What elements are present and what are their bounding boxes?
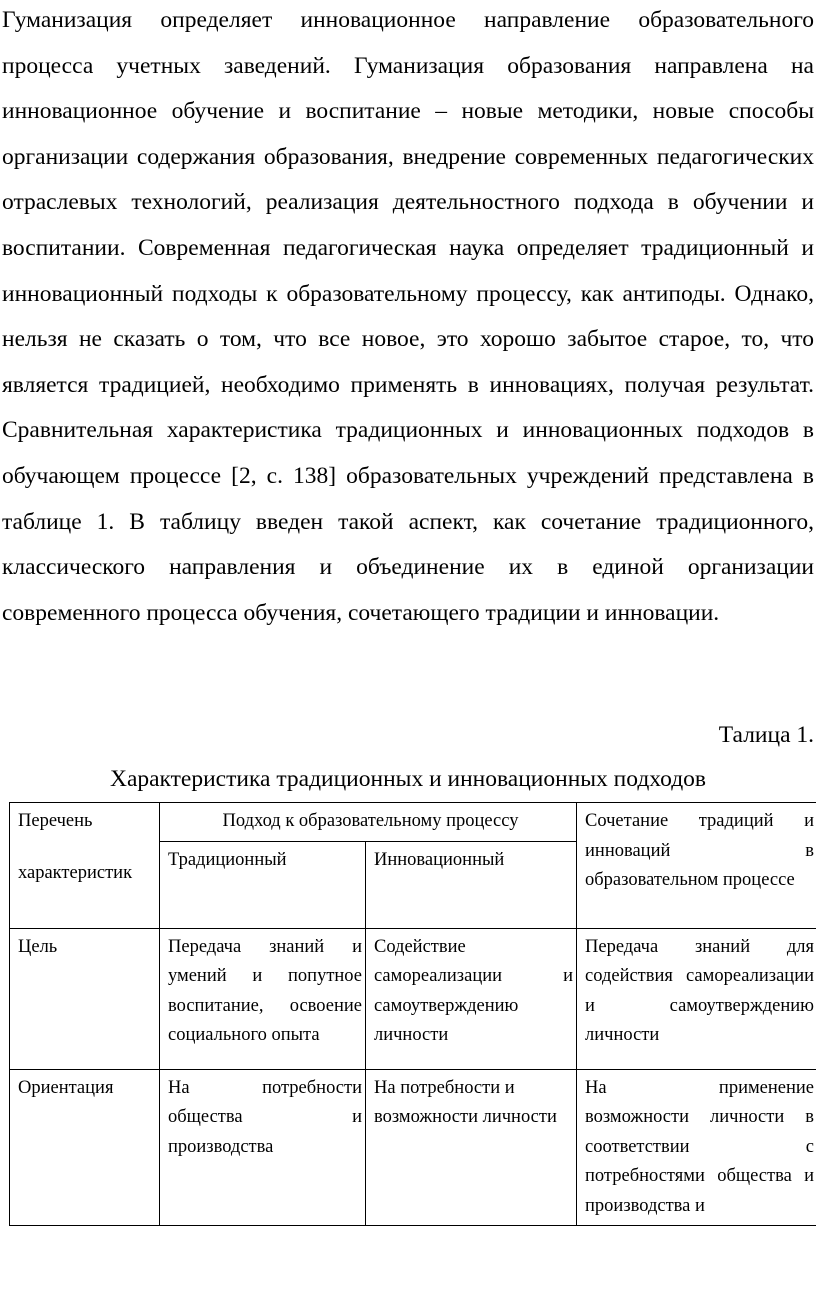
header-characteristics-line2: характеристик (18, 862, 133, 883)
table-caption: Талица 1. (718, 722, 814, 748)
row-characteristic: Цель (10, 928, 160, 1069)
comparison-table (9, 802, 816, 1226)
row-traditional: На потребности общества и производства (160, 1069, 366, 1226)
body-paragraph: Гуманизация определяет инновационное направление образовательного процесса учетных заведений. Гуманизация образования направлена на инновационное обучение и воспитание – новые методики, новые способы организации содержания образования, внедрение современных педагогических отраслевых технологий, реализация деятельностного подхода в обучении и воспитании. Современная педагогическая наука определяет традиционный и инновационный подходы к образовательному процессу, как антиподы. Однако, нельзя не сказать о том, что все новое, это хорошо забытое старое, то, что является традицией, необходимо применять в инновациях, получая результат. Сравнительная характеристика традиционных и инновационных подходов в обучающем процессе [2, с. 138] образовательных учреждений представлена в таблице 1. В таблицу введен такой аспект, как сочетание традиционного, классического направления и объединение их в единой организации современного процесса обучения, сочетающего традиции и инновации. (2, 7, 814, 626)
header-characteristics-cell (10, 803, 160, 929)
table-title: Характеристика традиционных и инновационных подходов (109, 766, 707, 792)
table-header-row (10, 803, 816, 842)
header-innovative: Инновационный (366, 841, 577, 928)
row-combination: Передача знаний для содействия самореализации и самоутверждению личности (577, 928, 816, 1069)
row-traditional: Передача знаний и умений и попутное воспитание, освоение социального опыта (160, 928, 366, 1069)
row-innovative: На потребности и возможности личности (366, 1069, 577, 1226)
row-combination: На применение возможности личности в соответствии с потребностями общества и производства и (577, 1069, 816, 1226)
table-row (10, 1069, 816, 1226)
header-traditional: Традиционный (160, 841, 366, 928)
row-characteristic: Ориентация (10, 1069, 160, 1226)
table-row (10, 928, 816, 1069)
row-innovative: Содействие самореализации и самоутверждению личности (366, 928, 577, 1069)
header-characteristics-line1: Перечень (18, 811, 93, 831)
header-approach-group: Подход к образовательному процессу (160, 803, 577, 842)
header-combination: Сочетание традиций и инноваций в образовательном процессе (577, 803, 816, 929)
